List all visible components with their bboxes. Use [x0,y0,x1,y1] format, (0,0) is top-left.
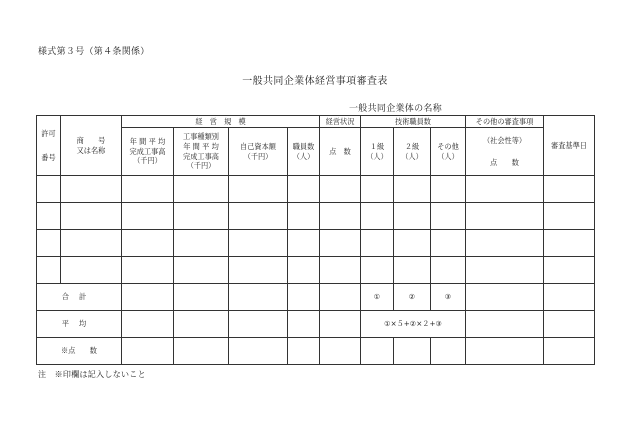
header-permit-number: 許可 番号 [37,116,61,176]
header-tech-staff: 技術職員数 [361,116,466,128]
header-management-status: 経営状況 [320,116,361,128]
consortium-name-label: 一般共同企業体の名称 [349,104,443,114]
review-table [36,115,595,365]
table-row [37,176,595,203]
table-row [37,203,595,230]
points-label: ※点 数 [37,338,122,365]
header-avg-completed: 年 間 平 均 完成工事高 （千円） [122,128,174,176]
average-formula: ①×５+②×２+③ [361,311,466,338]
header-employees: 職員数 （人） [288,128,320,176]
header-grade1: １級 （人） [361,128,394,176]
average-label: 平均 [37,311,122,338]
grade2-total-mark: ② [394,284,431,311]
header-status-score: 点 数 [320,128,361,176]
table-row [37,230,595,257]
points-row [37,338,595,365]
header-management-scale: 経 営 規 模 [122,116,320,128]
table-row [37,257,595,284]
form-number-label: 様式第３号（第４条関係） [38,47,150,57]
header-other-staff: その他 （人） [431,128,466,176]
average-row [37,311,595,338]
header-trade-name: 商 号 又は名称 [61,116,122,176]
header-type-avg-completed: 工事種類別 年 間 平 均 完成工事高 （千円） [174,128,229,176]
total-row [37,284,595,311]
grade1-total-mark: ① [361,284,394,311]
header-other-items: その他の審査事項 [466,116,544,128]
footnote: 注 ※印欄は記入しないこと [38,370,146,379]
header-review-date: 審査基準日 [544,116,595,176]
document-title: 一般共同企業体経営事項審査表 [242,76,388,87]
header-other-score: （社会性等） 点 数 [466,128,544,176]
total-label: 合計 [37,284,122,311]
other-total-mark: ③ [431,284,466,311]
header-grade2: ２級 （人） [394,128,431,176]
header-own-capital: 自己資本額 （千円） [229,128,288,176]
